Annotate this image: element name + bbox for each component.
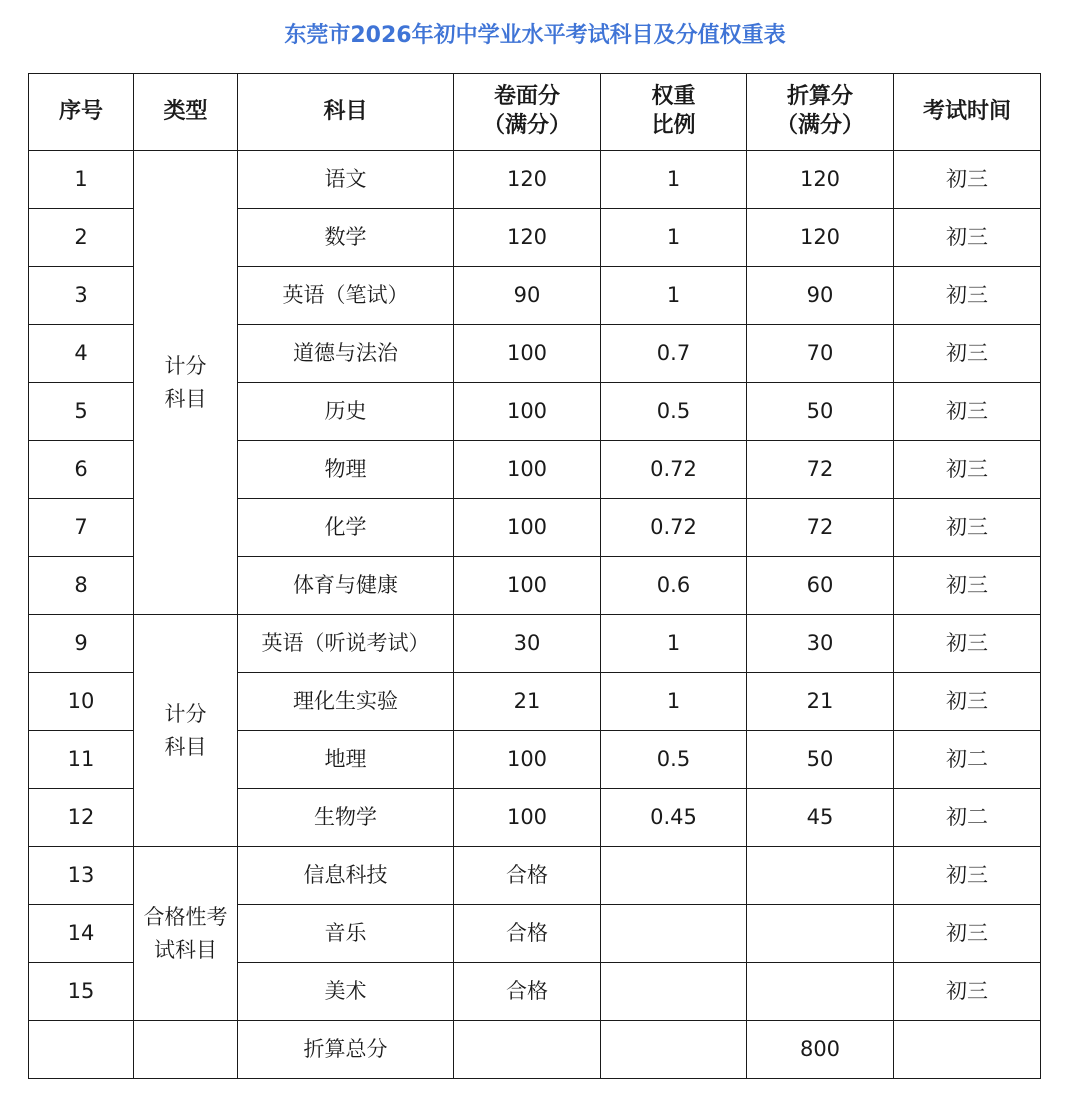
cell-paper-score: 120 bbox=[454, 151, 601, 209]
cell-paper-score: 100 bbox=[454, 499, 601, 557]
cell-seq: 9 bbox=[29, 615, 134, 673]
header-converted-line2: （满分） bbox=[775, 113, 864, 138]
cell-weight: 1 bbox=[601, 267, 747, 325]
cell-paper-empty bbox=[454, 1021, 601, 1079]
total-value: 800 bbox=[747, 1021, 894, 1079]
cell-subject: 理化生实验 bbox=[238, 673, 454, 731]
table-row bbox=[29, 151, 1041, 209]
cell-subject: 信息科技 bbox=[238, 847, 454, 905]
type-cell-scored-1 bbox=[134, 151, 238, 615]
cell-exam-time: 初三 bbox=[894, 151, 1041, 209]
type-line1: 合格性考 bbox=[143, 904, 228, 929]
cell-paper-score: 100 bbox=[454, 441, 601, 499]
cell-converted: 50 bbox=[747, 731, 894, 789]
cell-subject: 地理 bbox=[238, 731, 454, 789]
cell-converted: 30 bbox=[747, 615, 894, 673]
cell-converted: 72 bbox=[747, 441, 894, 499]
cell-exam-time: 初三 bbox=[894, 383, 1041, 441]
cell-exam-time: 初三 bbox=[894, 905, 1041, 963]
cell-converted: 120 bbox=[747, 151, 894, 209]
cell-exam-time: 初三 bbox=[894, 847, 1041, 905]
header-weight-line1: 权重 bbox=[651, 84, 696, 110]
cell-time-empty bbox=[894, 1021, 1041, 1079]
cell-seq: 13 bbox=[29, 847, 134, 905]
cell-exam-time: 初三 bbox=[894, 615, 1041, 673]
cell-exam-time: 初二 bbox=[894, 731, 1041, 789]
cell-paper-score: 21 bbox=[454, 673, 601, 731]
type-line1: 计分 bbox=[164, 701, 207, 726]
cell-subject: 道德与法治 bbox=[238, 325, 454, 383]
table-row bbox=[29, 615, 1041, 673]
cell-converted bbox=[747, 847, 894, 905]
cell-paper-score: 30 bbox=[454, 615, 601, 673]
cell-weight: 0.5 bbox=[601, 383, 747, 441]
cell-seq: 15 bbox=[29, 963, 134, 1021]
cell-paper-score: 100 bbox=[454, 557, 601, 615]
cell-seq: 10 bbox=[29, 673, 134, 731]
header-weight bbox=[601, 74, 747, 151]
cell-converted: 50 bbox=[747, 383, 894, 441]
cell-subject: 历史 bbox=[238, 383, 454, 441]
page-title: 东莞市2026年初中学业水平考试科目及分值权重表 bbox=[284, 23, 786, 48]
header-converted-score bbox=[747, 74, 894, 151]
cell-seq: 11 bbox=[29, 731, 134, 789]
cell-subject: 化学 bbox=[238, 499, 454, 557]
cell-exam-time: 初二 bbox=[894, 789, 1041, 847]
type-line2: 科目 bbox=[164, 386, 207, 411]
header-paper-score bbox=[454, 74, 601, 151]
header-row bbox=[29, 74, 1041, 151]
cell-seq: 2 bbox=[29, 209, 134, 267]
cell-subject: 物理 bbox=[238, 441, 454, 499]
cell-converted bbox=[747, 963, 894, 1021]
cell-paper-score: 120 bbox=[454, 209, 601, 267]
cell-converted: 90 bbox=[747, 267, 894, 325]
cell-paper-score: 合格 bbox=[454, 905, 601, 963]
cell-weight bbox=[601, 847, 747, 905]
cell-converted: 70 bbox=[747, 325, 894, 383]
cell-weight: 0.5 bbox=[601, 731, 747, 789]
type-line2: 试科目 bbox=[154, 937, 217, 962]
cell-converted: 21 bbox=[747, 673, 894, 731]
score-weight-table bbox=[28, 73, 1041, 1079]
type-cell-scored-2 bbox=[134, 615, 238, 847]
cell-converted: 72 bbox=[747, 499, 894, 557]
cell-paper-score: 100 bbox=[454, 383, 601, 441]
cell-weight: 0.72 bbox=[601, 499, 747, 557]
cell-converted bbox=[747, 905, 894, 963]
cell-weight bbox=[601, 905, 747, 963]
total-row bbox=[29, 1021, 1041, 1079]
cell-subject: 数学 bbox=[238, 209, 454, 267]
cell-paper-score: 合格 bbox=[454, 963, 601, 1021]
cell-exam-time: 初三 bbox=[894, 963, 1041, 1021]
header-exam-time: 考试时间 bbox=[894, 74, 1041, 151]
cell-converted: 120 bbox=[747, 209, 894, 267]
type-line2: 科目 bbox=[164, 734, 207, 759]
cell-seq: 8 bbox=[29, 557, 134, 615]
cell-paper-score: 100 bbox=[454, 325, 601, 383]
header-weight-line2: 比例 bbox=[651, 113, 696, 138]
cell-weight: 1 bbox=[601, 615, 747, 673]
cell-subject: 美术 bbox=[238, 963, 454, 1021]
cell-exam-time: 初三 bbox=[894, 499, 1041, 557]
cell-paper-score: 100 bbox=[454, 789, 601, 847]
cell-weight: 1 bbox=[601, 151, 747, 209]
cell-converted: 60 bbox=[747, 557, 894, 615]
cell-subject: 体育与健康 bbox=[238, 557, 454, 615]
cell-subject: 语文 bbox=[238, 151, 454, 209]
cell-weight: 0.72 bbox=[601, 441, 747, 499]
cell-subject: 音乐 bbox=[238, 905, 454, 963]
cell-paper-score: 100 bbox=[454, 731, 601, 789]
cell-exam-time: 初三 bbox=[894, 267, 1041, 325]
cell-seq: 7 bbox=[29, 499, 134, 557]
cell-weight: 0.45 bbox=[601, 789, 747, 847]
header-seq: 序号 bbox=[29, 74, 134, 151]
cell-weight: 1 bbox=[601, 673, 747, 731]
cell-seq: 4 bbox=[29, 325, 134, 383]
header-subject: 科目 bbox=[238, 74, 454, 151]
header-type: 类型 bbox=[134, 74, 238, 151]
cell-type-empty bbox=[134, 1021, 238, 1079]
cell-subject: 生物学 bbox=[238, 789, 454, 847]
cell-seq: 12 bbox=[29, 789, 134, 847]
cell-weight-empty bbox=[601, 1021, 747, 1079]
cell-seq-empty bbox=[29, 1021, 134, 1079]
header-paper-score-line2: （满分） bbox=[482, 113, 571, 138]
cell-converted: 45 bbox=[747, 789, 894, 847]
cell-weight: 0.7 bbox=[601, 325, 747, 383]
cell-paper-score: 90 bbox=[454, 267, 601, 325]
cell-seq: 1 bbox=[29, 151, 134, 209]
cell-subject: 英语（听说考试） bbox=[238, 615, 454, 673]
total-label: 折算总分 bbox=[238, 1021, 454, 1079]
header-converted-line1: 折算分 bbox=[786, 84, 853, 110]
cell-seq: 6 bbox=[29, 441, 134, 499]
cell-subject: 英语（笔试） bbox=[238, 267, 454, 325]
cell-weight: 0.6 bbox=[601, 557, 747, 615]
cell-exam-time: 初三 bbox=[894, 325, 1041, 383]
cell-seq: 3 bbox=[29, 267, 134, 325]
cell-exam-time: 初三 bbox=[894, 441, 1041, 499]
cell-paper-score: 合格 bbox=[454, 847, 601, 905]
cell-seq: 5 bbox=[29, 383, 134, 441]
table-row bbox=[29, 847, 1041, 905]
type-cell-pass-fail bbox=[134, 847, 238, 1021]
cell-exam-time: 初三 bbox=[894, 209, 1041, 267]
header-paper-score-line1: 卷面分 bbox=[493, 84, 560, 110]
cell-weight bbox=[601, 963, 747, 1021]
cell-seq: 14 bbox=[29, 905, 134, 963]
type-line1: 计分 bbox=[164, 353, 207, 378]
cell-exam-time: 初三 bbox=[894, 673, 1041, 731]
cell-weight: 1 bbox=[601, 209, 747, 267]
cell-exam-time: 初三 bbox=[894, 557, 1041, 615]
